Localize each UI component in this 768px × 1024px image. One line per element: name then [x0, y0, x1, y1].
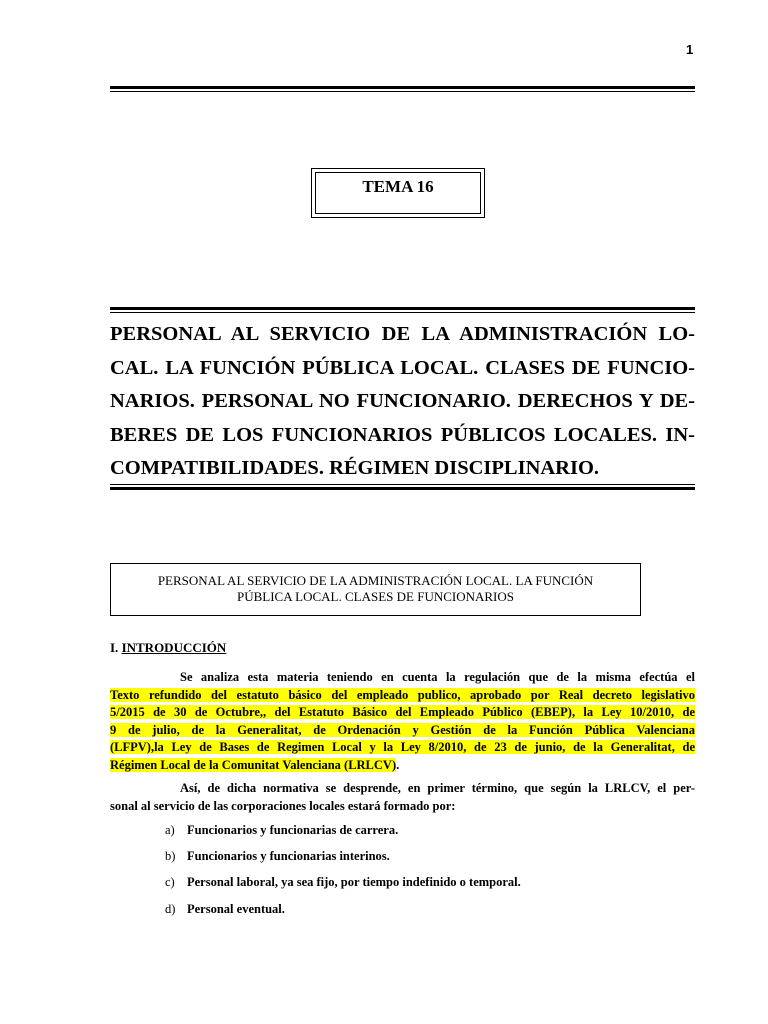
intro-heading	[110, 640, 226, 656]
main-title-line: NARIOS. PERSONAL NO FUNCIONARIO. DERECHOS Y DE-	[110, 390, 695, 412]
list-item-letter: a)	[165, 823, 175, 837]
section-heading-line: PÚBLICA LOCAL. CLASES DE FUNCIONARIOS	[237, 589, 514, 604]
tema-label: TEMA 16	[315, 172, 481, 214]
scope-paragraph	[110, 780, 695, 815]
list-item	[165, 902, 285, 917]
list-item	[165, 823, 398, 838]
highlighted-text: Texto refundido del estatuto básico del empleado publico, aprobado por Real decreto legislativo	[110, 687, 695, 702]
list-item	[165, 849, 390, 864]
paragraph-line: Se analiza esta materia teniendo en cuenta la regulación que de la misma efectúa el	[180, 670, 695, 684]
list-item-text: Funcionarios y funcionarias de carrera.	[187, 823, 399, 837]
list-item-text: Personal eventual.	[187, 902, 285, 916]
highlighted-text: 5/2015 de 30 de Octubre,, del Estatuto Básico del Empleado Público (EBEP), la Ley 10/2010, de	[110, 705, 695, 719]
tema-box	[311, 168, 485, 218]
page-number: 1	[686, 42, 694, 57]
list-item-text: Personal laboral, ya sea fijo, por tiempo indefinido o temporal.	[187, 875, 521, 889]
paragraph-line-tail: .	[396, 757, 400, 772]
title-bottom-rule	[110, 484, 695, 490]
main-title-line: COMPATIBILIDADES. RÉGIMEN DISCIPLINARIO.	[110, 457, 600, 479]
list-item-letter: d)	[165, 902, 176, 916]
paragraph-line: Así, de dicha normativa se desprende, en primer término, que según la LRLCV, el per-	[180, 781, 695, 795]
highlighted-text: (LFPV),la Ley de Bases de Regimen Local y la Ley 8/2010, de 23 de junio, de la Generalitat, de	[110, 740, 695, 754]
intro-heading-label: INTRODUCCIÓN	[121, 640, 227, 655]
paragraph-line: sonal al servicio de las corporaciones locales estará formado por:	[110, 798, 456, 813]
list-item-letter: c)	[165, 875, 175, 889]
main-title-line: CAL. LA FUNCIÓN PÚBLICA LOCAL. CLASES DE FUNCIO-	[110, 356, 695, 379]
title-top-rule	[110, 307, 695, 313]
section-heading-box	[110, 563, 641, 616]
main-title-line: PERSONAL AL SERVICIO DE LA ADMINISTRACIÓN LO-	[110, 323, 695, 345]
intro-paragraph	[110, 669, 695, 774]
highlighted-text: 9 de julio, de la Generalitat, de Ordenación y Gestión de la Función Pública Valenciana	[110, 722, 695, 737]
list-item-letter: b)	[165, 849, 176, 863]
main-title-line: BERES DE LOS FUNCIONARIOS PÚBLICOS LOCALES. IN-	[110, 423, 695, 446]
highlighted-text: Régimen Local de la Comunitat Valenciana (LRLCV)	[110, 757, 397, 772]
list-item	[165, 875, 521, 890]
section-heading-line: PERSONAL AL SERVICIO DE LA ADMINISTRACIÓN LOCAL. LA FUNCIÓN	[157, 573, 594, 588]
main-title	[110, 318, 695, 486]
intro-heading-number: I.	[110, 640, 119, 655]
list-item-text: Funcionarios y funcionarias interinos.	[187, 849, 390, 863]
header-rule	[110, 86, 695, 92]
